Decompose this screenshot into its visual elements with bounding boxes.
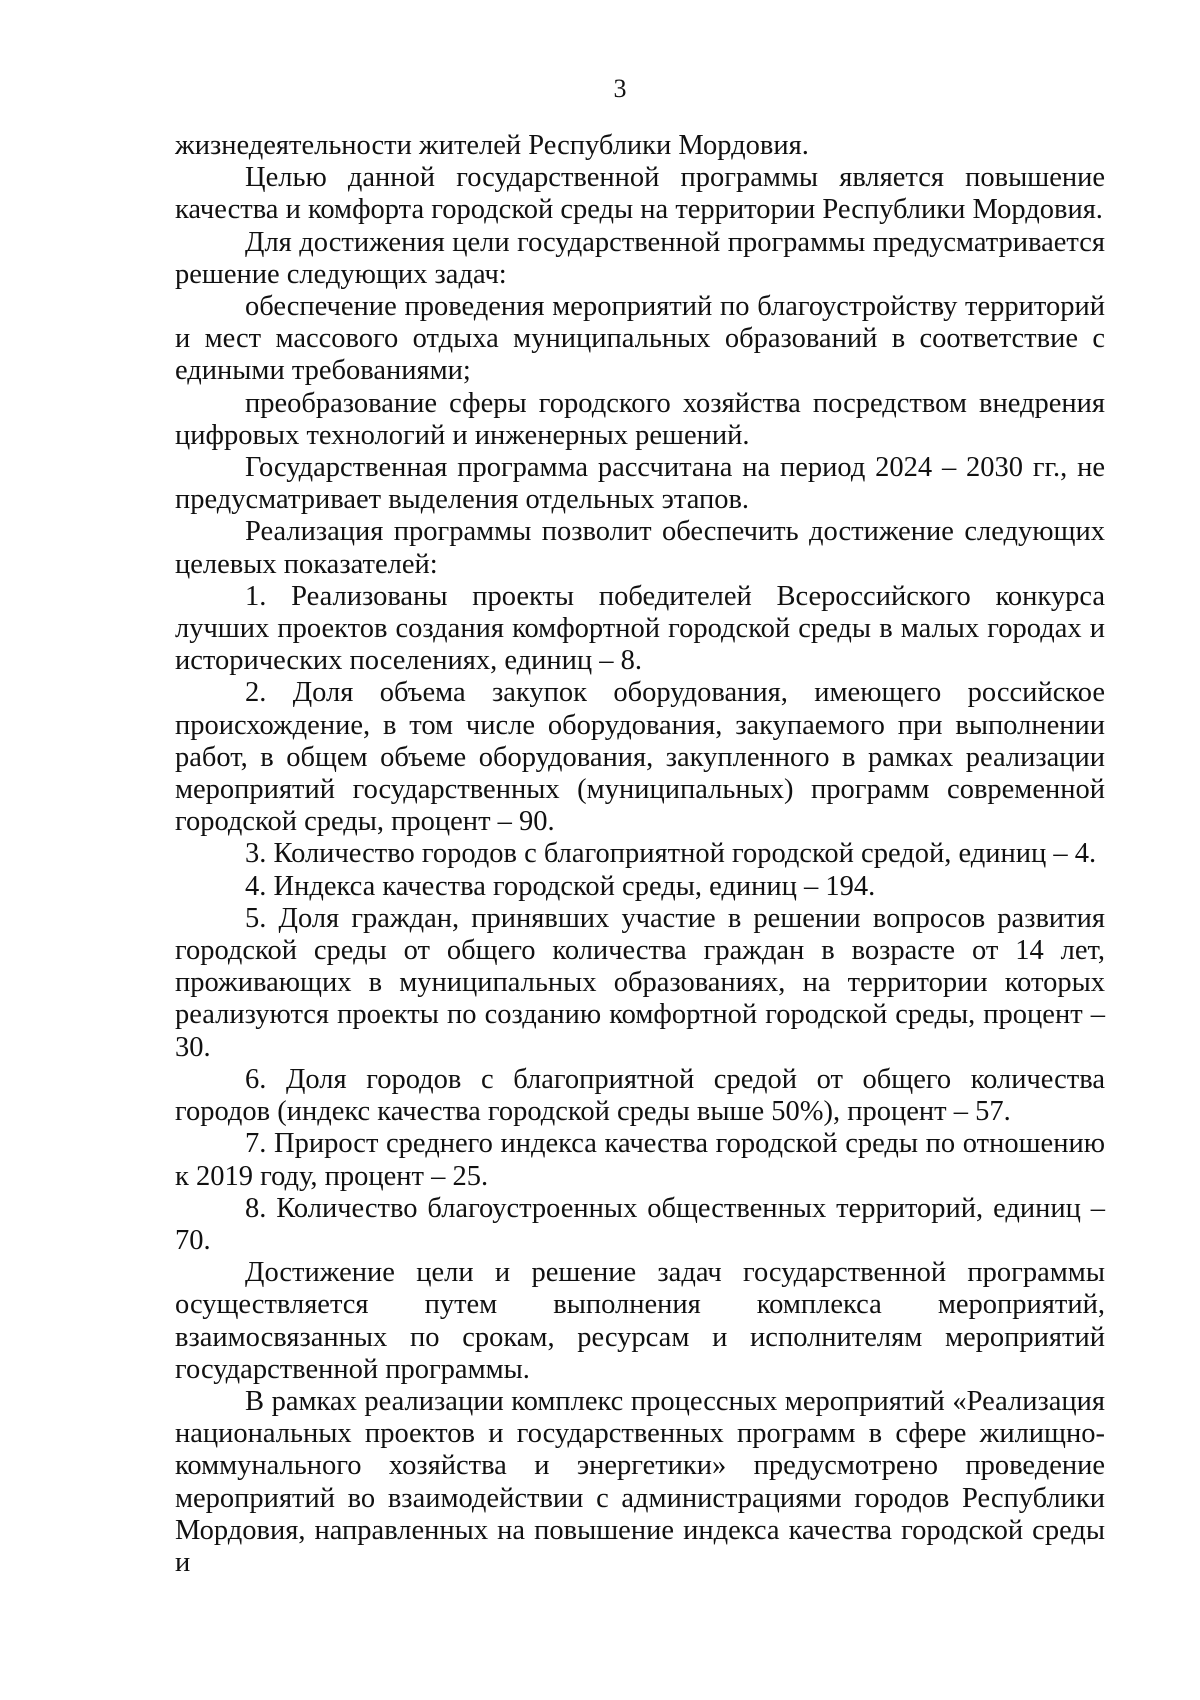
paragraph-task-2: преобразование сферы городского хозяйства посредством внедрения цифровых технологий и инженерных решений. [175, 387, 1105, 451]
document-body [175, 130, 1105, 1579]
paragraph-continuation: жизнедеятельности жителей Республики Мордовия. [175, 130, 809, 161]
paragraph-achievement: Достижение цели и решение задач государственной программы осуществляется путем выполнения комплекса мероприятий, взаимосвязанных по срокам, ресурсам и исполнителям мероприятий государственной программы. [175, 1257, 1105, 1385]
paragraph-task-1: обеспечение проведения мероприятий по благоустройству территорий и мест массового отдыха муниципальных образований в соответствие с едиными требованиями; [175, 291, 1105, 387]
indicator-item-1: 1. Реализованы проекты победителей Всероссийского конкурса лучших проектов создания комфортной городской среды в малых городах и исторических поселениях, единиц – 8. [175, 580, 1105, 677]
page-number: 3 [613, 74, 627, 103]
paragraph-process-measures: В рамках реализации комплекс процессных мероприятий «Реализация национальных проектов и государственных программ в сфере жилищно-коммунального хозяйства и энергетики» предусмотрено проведение мероприятий во взаимодействии с администрациями городов Республики Мордовия, направленных на повышение индекса качества городской среды и [175, 1385, 1105, 1578]
indicator-item-2: 2. Доля объема закупок оборудования, имеющего российское происхождение, в том числе оборудования, закупаемого при выполнении работ, в общем объеме оборудования, закупленного в рамках реализации мероприятий государственных (муниципальных) программ современной городской среды, процент – 90. [175, 677, 1105, 838]
paragraph-indicators-intro: Реализация программы позволит обеспечить достижение следующих целевых показателей: [175, 516, 1105, 580]
paragraph-tasks-intro: Для достижения цели государственной программы предусматривается решение следующих задач: [175, 226, 1105, 290]
indicator-item-6: 6. Доля городов с благоприятной средой от общего количества городов (индекс качества городской среды выше 50%), процент – 57. [175, 1063, 1105, 1128]
paragraph-period: Государственная программа рассчитана на период 2024 – 2030 гг., не предусматривает выделения отдельных этапов. [175, 452, 1105, 516]
paragraph-program-goal: Целью данной государственной программы является повышение качества и комфорта городской среды на территории Республики Мордовия. [175, 162, 1105, 226]
indicator-item-3: 3. Количество городов с благоприятной городской средой, единиц – 4. [245, 838, 1097, 870]
indicator-item-4: 4. Индекса качества городской среды, единиц – 194. [245, 870, 876, 902]
indicator-item-8: 8. Количество благоустроенных общественных территорий, единиц – 70. [175, 1192, 1105, 1256]
indicator-item-5: 5. Доля граждан, принявших участие в решении вопросов развития городской среды от общего количества граждан в возрасте от 14 лет, проживающих в муниципальных образованиях, на территории которых реализуются проекты по созданию комфортной городской среды, процент – 30. [175, 902, 1105, 1063]
indicator-item-7: 7. Прирост среднего индекса качества городской среды по отношению к 2019 году, процент – 25. [175, 1128, 1105, 1192]
